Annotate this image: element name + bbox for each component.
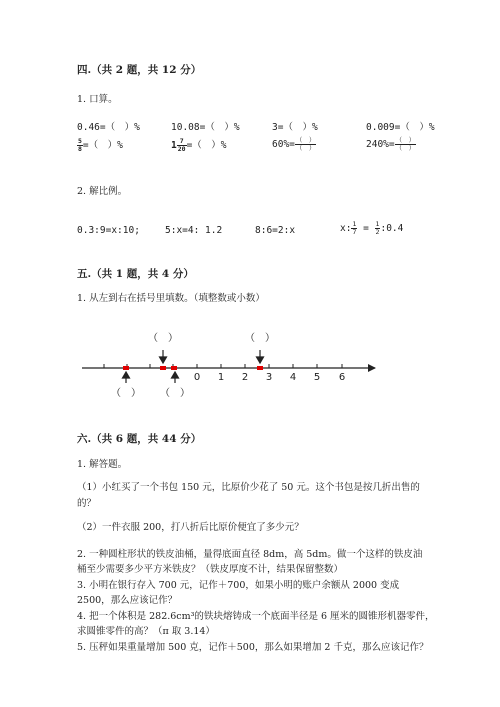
proportion-1: 0.3:9=x:10; xyxy=(77,225,140,236)
question-5-1: 1. 从左到右在括号里填数。（填整数或小数） xyxy=(77,293,265,304)
number-line-arrowhead xyxy=(368,364,376,372)
tick-label-4: 4 xyxy=(289,372,297,383)
oral-calc-6: 1 $\frac{7}{20}$ =（ ）% xyxy=(171,137,227,153)
tick-label-3: 3 xyxy=(265,372,273,383)
tick-label-5: 5 xyxy=(313,372,321,383)
answer-blank-below-2: （ ） xyxy=(160,388,190,399)
question-6-1-2: （2）一件衣服 200，打八折后比原价便宜了多少元？ xyxy=(77,522,304,533)
question-4-1: 1. 口算。 xyxy=(77,94,118,105)
question-6-1-1-line1: （1）小红买了一个书包 150 元，比原价少花了 50 元。这个书包是按几折出售的 xyxy=(77,482,420,493)
question-6-4-line2: 求圆锥零件的高？（π 取 3.14） xyxy=(77,626,215,637)
question-6-5: 5. 压秤如果重量增加 500 克，记作＋500，那么如果增加 2 千克，那么应该记作？ xyxy=(77,642,429,653)
oral-calc-3: 3=（ ）% xyxy=(272,122,318,133)
oral-calc-2: 10.08=（ ）% xyxy=(171,122,240,133)
question-4-2: 2. 解比例。 xyxy=(77,186,128,197)
oral-calc-4: 0.009=（ ）% xyxy=(366,122,435,133)
section-6-heading: 六.（共 6 题，共 44 分） xyxy=(77,433,202,445)
proportion-2: 5:x=4: 1.2 xyxy=(165,225,223,236)
proportion-4: x: $\frac{1}{7}$ = $\frac{1}{2}$ :0.4 xyxy=(340,220,404,236)
question-6-2-line2: 桶至少需要多少平方米铁皮？（铁皮厚度不计，结果保留整数） xyxy=(77,564,344,575)
question-6-3-line1: 3. 小明在银行存入 700 元，记作＋700，如果小明的账户余额从 2000 变成 xyxy=(77,580,400,591)
section-5-heading: 五.（共 1 题，共 4 分） xyxy=(77,268,194,280)
question-6-4-line1: 4. 把一个体积是 282.6cm³的铁块熔铸成一个底面半径是 6 厘米的圆锥形机器零件， xyxy=(77,611,435,622)
oral-calc-1: 0.46=（ ）% xyxy=(77,122,140,133)
question-6-2-line1: 2. 一种圆柱形状的铁皮油桶，量得底面直径 8dm，高 5dm。做一个这样的铁皮油 xyxy=(77,549,423,560)
number-line-ticks xyxy=(104,364,342,368)
question-6-3-line2: 2500，那么应该记作？ xyxy=(77,595,178,606)
answer-blank-below-1: （ ） xyxy=(111,388,141,399)
oral-calc-8: 240%= $\frac{( )}{( )}$ xyxy=(366,136,416,152)
oral-calc-7: 60%= $\frac{( )}{( )}$ xyxy=(272,136,316,152)
question-6-1-1-line2: 的？ xyxy=(77,498,97,509)
tick-label-1: 1 xyxy=(217,372,225,383)
answer-blank-above-1: （ ） xyxy=(148,333,178,344)
proportion-3: 8:6=2:x xyxy=(255,225,296,236)
section-4-heading: 四.（共 2 题，共 12 分） xyxy=(77,64,202,76)
tick-label-2: 2 xyxy=(241,372,249,383)
number-line-diagram xyxy=(0,325,500,405)
tick-label-0: 0 xyxy=(193,372,201,383)
oral-calc-5: $\frac{5}{8}$ =（ ）% xyxy=(78,137,123,153)
tick-label-6: 6 xyxy=(338,372,346,383)
answer-blank-above-2: （ ） xyxy=(245,333,275,344)
question-6-1: 1. 解答题。 xyxy=(77,459,128,470)
